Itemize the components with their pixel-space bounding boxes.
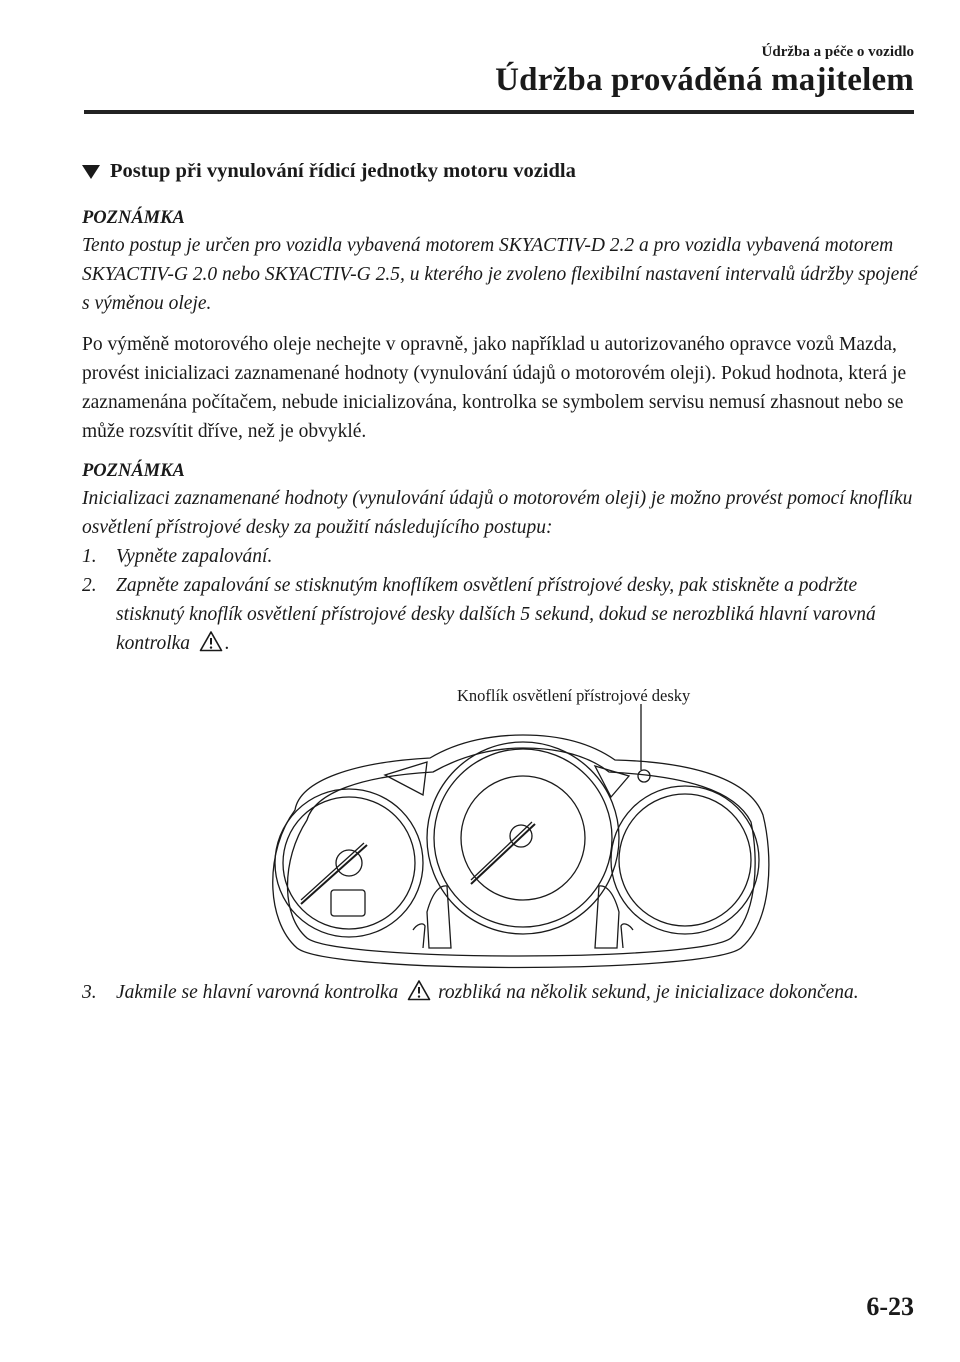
step-number: 3.	[82, 982, 97, 1003]
step-number: 2.	[82, 575, 97, 596]
header-title: Údržba prováděná majitelem	[495, 62, 914, 98]
note-label: POZNÁMKA	[82, 208, 185, 228]
section-heading-text: Postup při vynulování řídicí jednotky motoru vozidla	[110, 160, 576, 182]
page-number: 6-23	[866, 1292, 914, 1321]
note-text: Inicializaci zaznamenané hodnoty (vynulování údajů o motorovém oleji) je možno provést pomocí knoflíku osvětlení přístrojové desky za použití následujícího postupu:	[82, 488, 913, 538]
header-chapter: Údržba a péče o vozidlo	[761, 44, 914, 60]
step-number: 1.	[82, 546, 97, 567]
left-gauge-needle	[301, 845, 367, 904]
main-content	[82, 160, 918, 658]
right-gauge-outer	[611, 786, 759, 934]
left-indicator-panel	[385, 762, 427, 795]
step-item	[82, 978, 918, 1007]
section-heading	[82, 160, 918, 183]
left-gauge-outer	[275, 789, 423, 937]
note-label: POZNÁMKA	[82, 461, 185, 481]
center-gauge-dial	[461, 776, 585, 900]
step-suffix: .	[224, 633, 230, 654]
warning-triangle-icon	[199, 630, 223, 652]
lower-right-panel	[595, 886, 619, 948]
note-text: Tento postup je určen pro vozidla vybavená motorem SKYACTIV-D 2.2 a pro vozidla vybavená motorem SKYACTIV-G 2.0 nebo SKYACTIV-G 2.5, u kterého je zvoleno flexibilní nastavení intervalů údržby spojené s výměnou oleje.	[82, 235, 918, 314]
body-paragraph: Po výměně motorového oleje nechejte v opravně, jako například u autorizovaného opravce vozů Mazda, provést inicializaci zaznamenané hodnoty (vynulování údajů o motorovém oleji). Pokud hodnota, která je zaznamenána počítačem, nebude inicializována, kontrolka se symbolem servisu nemusí zhasnout nebo se může rozsvítit dříve, než je obvyklé.	[82, 334, 907, 442]
center-gauge-needle	[471, 824, 535, 884]
dimmer-knob	[638, 770, 650, 782]
callout-label: Knoflík osvětlení přístrojové desky	[457, 686, 691, 705]
left-gauge-inner	[283, 797, 415, 929]
left-display-window	[331, 890, 365, 916]
warning-triangle-icon	[407, 979, 431, 1001]
center-gauge-outer	[427, 742, 619, 934]
lower-left-panel	[427, 886, 451, 948]
step-text-wrap	[116, 571, 918, 658]
instrument-cluster-diagram	[245, 680, 790, 980]
triangle-bullet-icon	[82, 165, 100, 179]
step-item	[82, 571, 918, 658]
header-rule	[84, 110, 914, 114]
step-text-after: rozbliká na několik sekund, je inicializace dokončena.	[438, 982, 859, 1003]
right-gauge-inner	[619, 794, 751, 926]
step-item	[82, 542, 918, 571]
step-text: Vypněte zapalování.	[116, 546, 273, 567]
step-text-wrap	[116, 978, 918, 1007]
cluster-inner-housing	[288, 748, 756, 956]
step-text: Jakmile se hlavní varovná kontrolka	[116, 982, 399, 1003]
cluster-outer-housing	[273, 735, 769, 968]
step-text: Zapněte zapalování se stisknutým knoflíkem osvětlení přístrojové desky, pak stiskněte a podržte stisknutý knoflík osvětlení přístrojové desky dalších 5 sekund, dokud se nerozbliká hlavní varovná kontrolka	[116, 575, 876, 654]
